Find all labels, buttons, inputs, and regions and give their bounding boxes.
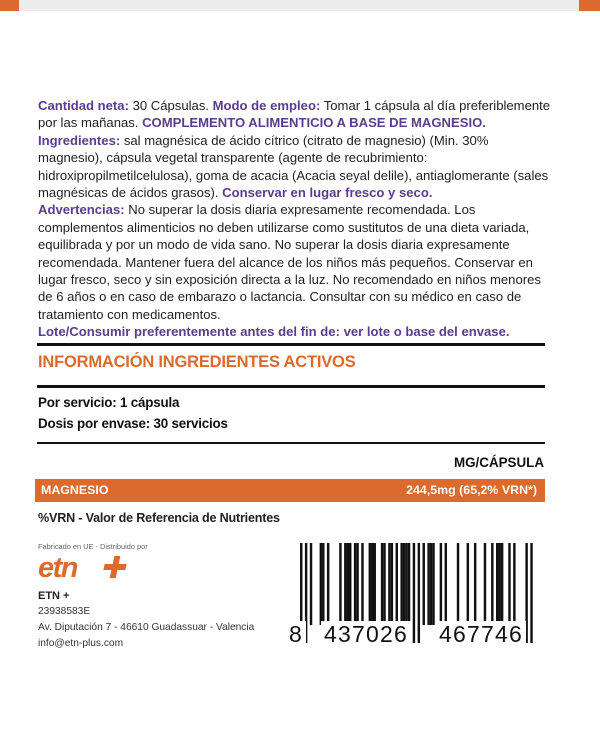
- company-name: ETN +: [38, 590, 70, 602]
- barcode-bar: [381, 543, 383, 625]
- barcode-group-right: 467746: [436, 621, 526, 647]
- section-title: INFORMACIÓN INGREDIENTES ACTIVOS: [38, 353, 356, 371]
- usage-label: Modo de empleo:: [212, 98, 321, 113]
- divider-top: [37, 343, 545, 346]
- per-serving: Por servicio: 1 cápsula: [38, 395, 180, 410]
- top-bar-middle: [19, 0, 579, 11]
- barcode-bar: [356, 543, 358, 625]
- net-quantity-label: Cantidad neta:: [38, 98, 129, 113]
- lot-label: Lote/Consumir preferentemente antes del fin de: ver lote o base del envase.: [38, 324, 510, 340]
- barcode-bar: [440, 543, 442, 625]
- barcode-bar: [310, 543, 312, 625]
- barcode-bar: [400, 543, 402, 625]
- net-quantity-value: 30 Cápsulas.: [128, 98, 213, 113]
- divider-title: [37, 385, 545, 388]
- company-cif: 23938583E: [38, 606, 91, 617]
- barcode-group-left: 437026: [321, 621, 411, 647]
- column-header: MG/CÁPSULA: [453, 455, 544, 470]
- label-text-block: [38, 97, 554, 341]
- barcode-bar: [496, 543, 498, 625]
- barcode-bar: [339, 543, 341, 625]
- barcode-bar: [513, 543, 515, 625]
- storage-label: Conservar en lugar fresco y seco.: [222, 185, 433, 201]
- barcode-bar: [491, 543, 493, 625]
- company-email: info@etn-plus.com: [38, 638, 124, 649]
- company-address: Av. Diputación 7 - 46610 Guadassuar - Valencia: [38, 622, 255, 633]
- manufactured-note: Fabricado en UE - Distribuido por: [38, 542, 148, 551]
- barcode-bar: [474, 543, 476, 625]
- barcode-bar: [484, 543, 486, 625]
- barcode-bar: [427, 543, 429, 625]
- barcode-bar: [388, 543, 390, 625]
- barcode-bar: [430, 543, 432, 625]
- barcode-bar: [405, 543, 407, 625]
- magnesium-row: [35, 479, 545, 502]
- barcode-bar: [396, 543, 398, 625]
- vrn-footnote: %VRN - Valor de Referencia de Nutrientes: [38, 511, 280, 525]
- barcode-bar: [371, 543, 373, 625]
- top-bar-left-accent: [0, 0, 19, 11]
- barcode-bar: [383, 543, 385, 625]
- divider-servings: [37, 442, 545, 444]
- nutrient-value: 244,5mg (65,2% VRN*): [406, 483, 537, 497]
- barcode-bar: [361, 543, 363, 625]
- barcode-first-digit: 8: [286, 621, 306, 647]
- warnings-label: Advertencias:: [38, 202, 125, 218]
- top-color-bar: [0, 0, 600, 11]
- warnings-value: No superar la dosis diaria expresamente recomendada. Los complementos alimenticios no deben utilizarse como sustitutos de una dieta variada, equilibrada y por un modo de vida sano. No superar la dosis diaria expresamente recomendada. Mantener fuera del alcance de los niños más pequeños. Conservar en lugar fresco, seco y sin exposición directa a la luz. No recomendado en niños menores de 6 años o en caso de embarazo o lactancia. Consultar con su médico en caso de tratamiento con medicamentos.: [38, 202, 541, 322]
- doses-per-pack: Dosis por envase: 30 servicios: [38, 416, 228, 431]
- barcode-bar: [347, 543, 349, 625]
- barcode-bar: [374, 543, 376, 625]
- svg-text:etn: etn: [38, 553, 77, 583]
- barcode-bar: [354, 543, 356, 625]
- barcode-bar: [344, 543, 346, 625]
- barcode-bar: [423, 543, 425, 625]
- barcode-bar: [413, 543, 415, 643]
- barcode-bar: [432, 543, 434, 625]
- barcode-bar: [369, 543, 371, 625]
- barcode-bar: [349, 543, 351, 625]
- barcode-bar: [501, 543, 503, 625]
- barcode-bar: [322, 543, 324, 625]
- barcode-bar: [391, 543, 393, 625]
- barcode-bar: [408, 543, 410, 625]
- barcode-bar: [457, 543, 459, 625]
- etn-plus-logo: [38, 553, 138, 588]
- barcode-bar: [320, 543, 322, 625]
- barcode-bar: [327, 543, 329, 625]
- top-bar-right-accent: [579, 0, 600, 11]
- usage-value: Tomar 1 cápsula al día preferiblemente por las mañanas.: [38, 98, 551, 131]
- barcode-bar: [530, 543, 532, 643]
- ingredients-label: COMPLEMENTO ALIMENTICIO A BASE DE MAGNESIO. Ingredientes:: [38, 115, 486, 148]
- barcode-bar: [498, 543, 500, 625]
- barcode-bar: [508, 543, 510, 625]
- ingredients-value: sal magnésica de ácido cítrico (citrato de magnesio) (Min. 30% magnesio), cápsula vegetal transparente (agente de recubrimiento: hidroxipropilmetilcelulosa), goma de acacia (Acacia seyal delile), antiaglomerante (sales magnésicas de ácidos grasos).: [38, 132, 549, 201]
- nutrient-name: MAGNESIO: [41, 483, 109, 497]
- barcode-bar: [418, 543, 420, 643]
- barcode-bar: [467, 543, 469, 625]
- barcode-bar: [445, 543, 447, 625]
- barcode-bar: [403, 543, 405, 625]
